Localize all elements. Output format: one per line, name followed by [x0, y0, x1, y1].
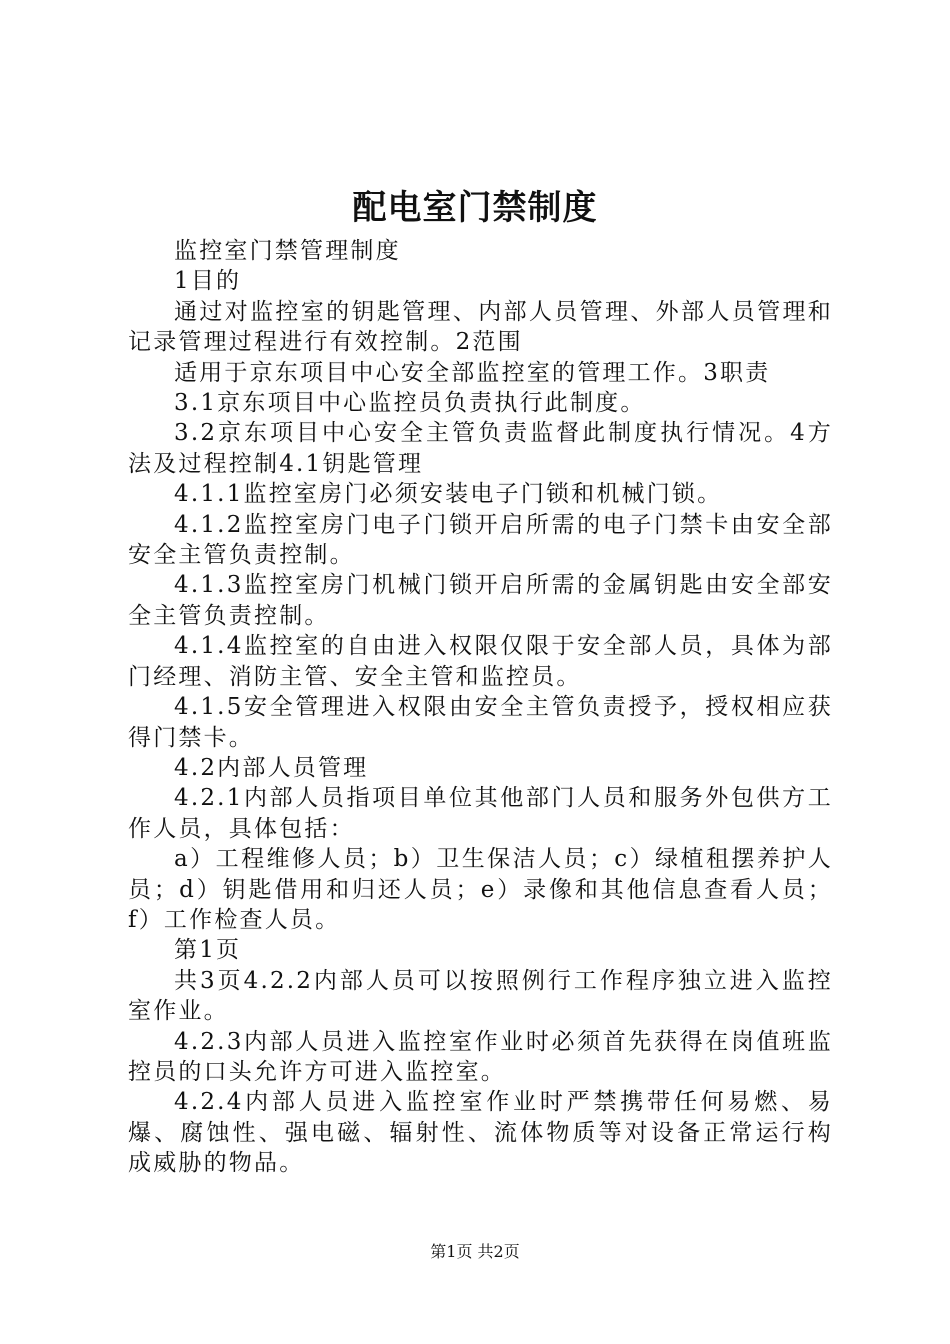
- paragraph: 4.1.4监控室的自由进入权限仅限于安全部人员，具体为部门经理、消防主管、安全主管和监控员。: [128, 633, 833, 690]
- paragraph: 4.1.5安全管理进入权限由安全主管负责授予，授权相应获得门禁卡。: [128, 694, 833, 751]
- paragraph: 共3页4.2.2内部人员可以按照例行工作程序独立进入监控室作业。: [128, 967, 833, 1025]
- document-body: [128, 236, 833, 1179]
- inline-page-marker: 第1页: [174, 937, 242, 964]
- document-title: 配电室门禁制度: [352, 188, 598, 228]
- paragraph: 3.2京东项目中心安全主管负责监督此制度执行情况。4方法及过程控制4.1钥匙管理: [128, 420, 833, 477]
- paragraph: a）工程维修人员；b）卫生保洁人员；c）绿植租摆养护人员；d）钥匙借用和归还人员；e）录像和其他信息查看人员；f）工作检查人员。: [128, 846, 833, 933]
- page-footer: 第1页 共2页: [430, 1242, 520, 1261]
- paragraph: 4.1.2监控室房门电子门锁开启所需的电子门禁卡由安全部安全主管负责控制。: [128, 511, 833, 569]
- paragraph: 4.2内部人员管理: [174, 754, 369, 781]
- paragraph: 通过对监控室的钥匙管理、内部人员管理、外部人员管理和记录管理过程进行有效控制。2范围: [128, 298, 833, 356]
- paragraph: 4.2.1内部人员指项目单位其他部门人员和服务外包供方工作人员，具体包括：: [128, 785, 833, 842]
- paragraph: 适用于京东项目中心安全部监控室的管理工作。3职责: [174, 359, 771, 386]
- paragraph: 4.2.3内部人员进入监控室作业时必须首先获得在岗值班监控员的口头允许方可进入监控室。: [128, 1028, 833, 1085]
- paragraph: 3.1京东项目中心监控员负责执行此制度。: [174, 390, 646, 417]
- paragraph: 4.2.4内部人员进入监控室作业时严禁携带任何易燃、易爆、腐蚀性、强电磁、辐射性、流体物质等对设备正常运行构成威胁的物品。: [128, 1089, 833, 1177]
- paragraph: 4.1.1监控室房门必须安装电子门锁和机械门锁。: [174, 481, 723, 508]
- paragraph-section-1: 1目的: [174, 268, 242, 295]
- paragraph: 4.1.3监控室房门机械门锁开启所需的金属钥匙由安全部安全主管负责控制。: [128, 572, 833, 629]
- paragraph-heading: 监控室门禁管理制度: [174, 238, 401, 264]
